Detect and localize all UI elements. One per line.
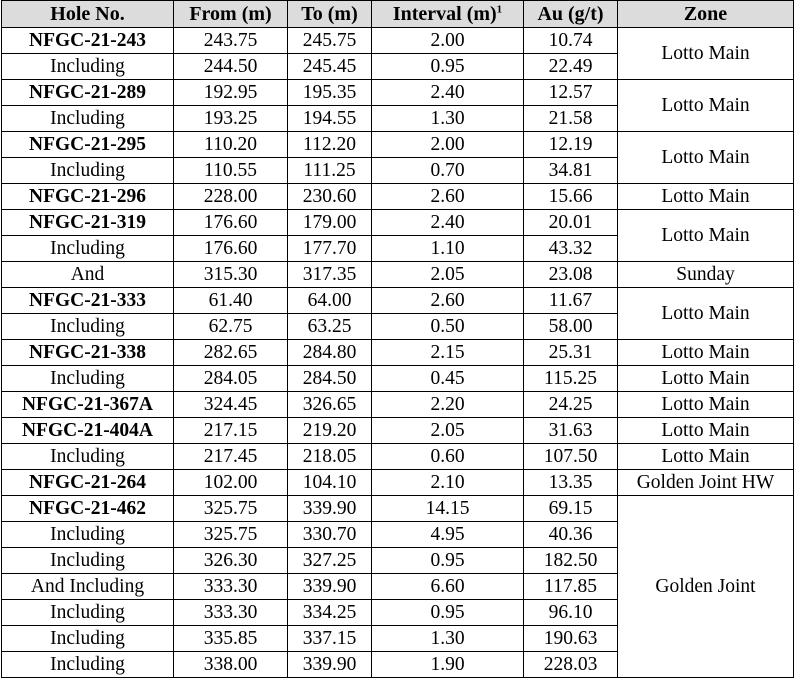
interval-cell: 1.30 — [372, 106, 524, 132]
to-cell: 327.25 — [288, 548, 372, 574]
hole-cell: And Including — [2, 574, 174, 600]
zone-cell: Lotto Main — [618, 288, 794, 340]
zone-cell: Lotto Main — [618, 210, 794, 262]
hole-cell: Including — [2, 444, 174, 470]
from-cell: 333.30 — [174, 600, 288, 626]
au-cell: 228.03 — [524, 652, 618, 678]
zone-cell: Golden Joint — [618, 496, 794, 678]
header-from: From (m) — [174, 1, 288, 28]
interval-cell: 2.00 — [372, 28, 524, 54]
from-cell: 176.60 — [174, 236, 288, 262]
table-row — [2, 418, 794, 444]
to-cell: 339.90 — [288, 496, 372, 522]
to-cell: 284.50 — [288, 366, 372, 392]
interval-cell: 2.20 — [372, 392, 524, 418]
interval-cell: 2.40 — [372, 80, 524, 106]
from-cell: 102.00 — [174, 470, 288, 496]
interval-cell: 0.45 — [372, 366, 524, 392]
table-row — [2, 80, 794, 106]
to-cell: 218.05 — [288, 444, 372, 470]
au-cell: 13.35 — [524, 470, 618, 496]
zone-cell: Lotto Main — [618, 418, 794, 444]
to-cell: 230.60 — [288, 184, 372, 210]
table-row — [2, 366, 794, 392]
header-hole-no: Hole No. — [2, 1, 174, 28]
drill-results-table — [1, 0, 794, 678]
au-cell: 23.08 — [524, 262, 618, 288]
from-cell: 176.60 — [174, 210, 288, 236]
to-cell: 337.15 — [288, 626, 372, 652]
table-row — [2, 288, 794, 314]
au-cell: 11.67 — [524, 288, 618, 314]
interval-cell: 6.60 — [372, 574, 524, 600]
to-cell: 111.25 — [288, 158, 372, 184]
zone-cell: Lotto Main — [618, 28, 794, 80]
hole-cell: NFGC-21-296 — [2, 184, 174, 210]
from-cell: 192.95 — [174, 80, 288, 106]
au-cell: 40.36 — [524, 522, 618, 548]
au-cell: 69.15 — [524, 496, 618, 522]
to-cell: 112.20 — [288, 132, 372, 158]
header-au: Au (g/t) — [524, 1, 618, 28]
zone-cell: Lotto Main — [618, 444, 794, 470]
table-row — [2, 184, 794, 210]
interval-cell: 0.70 — [372, 158, 524, 184]
to-cell: 64.00 — [288, 288, 372, 314]
au-cell: 115.25 — [524, 366, 618, 392]
from-cell: 282.65 — [174, 340, 288, 366]
from-cell: 324.45 — [174, 392, 288, 418]
from-cell: 217.45 — [174, 444, 288, 470]
hole-cell: Including — [2, 314, 174, 340]
to-cell: 317.35 — [288, 262, 372, 288]
table-row — [2, 340, 794, 366]
hole-cell: NFGC-21-264 — [2, 470, 174, 496]
hole-cell: Including — [2, 600, 174, 626]
interval-cell: 2.15 — [372, 340, 524, 366]
interval-cell: 1.30 — [372, 626, 524, 652]
to-cell: 179.00 — [288, 210, 372, 236]
table-row — [2, 132, 794, 158]
au-cell: 34.81 — [524, 158, 618, 184]
zone-cell: Lotto Main — [618, 132, 794, 184]
interval-cell: 1.90 — [372, 652, 524, 678]
hole-cell: Including — [2, 236, 174, 262]
zone-cell: Lotto Main — [618, 340, 794, 366]
hole-cell: Including — [2, 158, 174, 184]
from-cell: 284.05 — [174, 366, 288, 392]
to-cell: 330.70 — [288, 522, 372, 548]
table-row — [2, 470, 794, 496]
header-to: To (m) — [288, 1, 372, 28]
hole-cell: Including — [2, 366, 174, 392]
from-cell: 325.75 — [174, 522, 288, 548]
table-row — [2, 392, 794, 418]
from-cell: 326.30 — [174, 548, 288, 574]
interval-cell: 14.15 — [372, 496, 524, 522]
interval-cell: 0.60 — [372, 444, 524, 470]
interval-cell: 2.05 — [372, 262, 524, 288]
to-cell: 177.70 — [288, 236, 372, 262]
zone-cell: Lotto Main — [618, 366, 794, 392]
hole-cell: NFGC-21-367A — [2, 392, 174, 418]
table-row — [2, 262, 794, 288]
to-cell: 334.25 — [288, 600, 372, 626]
hole-cell: NFGC-21-404A — [2, 418, 174, 444]
zone-cell: Lotto Main — [618, 392, 794, 418]
to-cell: 339.90 — [288, 574, 372, 600]
interval-cell: 2.60 — [372, 184, 524, 210]
to-cell: 245.45 — [288, 54, 372, 80]
interval-cell: 2.00 — [372, 132, 524, 158]
to-cell: 194.55 — [288, 106, 372, 132]
au-cell: 43.32 — [524, 236, 618, 262]
au-cell: 24.25 — [524, 392, 618, 418]
au-cell: 22.49 — [524, 54, 618, 80]
au-cell: 12.57 — [524, 80, 618, 106]
to-cell: 63.25 — [288, 314, 372, 340]
from-cell: 61.40 — [174, 288, 288, 314]
from-cell: 244.50 — [174, 54, 288, 80]
au-cell: 58.00 — [524, 314, 618, 340]
hole-cell: NFGC-21-462 — [2, 496, 174, 522]
table-body — [2, 28, 794, 678]
au-cell: 15.66 — [524, 184, 618, 210]
to-cell: 326.65 — [288, 392, 372, 418]
interval-cell: 1.10 — [372, 236, 524, 262]
au-cell: 117.85 — [524, 574, 618, 600]
hole-cell: NFGC-21-333 — [2, 288, 174, 314]
from-cell: 315.30 — [174, 262, 288, 288]
from-cell: 333.30 — [174, 574, 288, 600]
hole-cell: Including — [2, 652, 174, 678]
table-row — [2, 210, 794, 236]
hole-cell: NFGC-21-243 — [2, 28, 174, 54]
from-cell: 217.15 — [174, 418, 288, 444]
from-cell: 243.75 — [174, 28, 288, 54]
header-zone: Zone — [618, 1, 794, 28]
hole-cell: NFGC-21-295 — [2, 132, 174, 158]
interval-cell: 0.95 — [372, 600, 524, 626]
au-cell: 107.50 — [524, 444, 618, 470]
au-cell: 31.63 — [524, 418, 618, 444]
hole-cell: Including — [2, 522, 174, 548]
hole-cell: NFGC-21-289 — [2, 80, 174, 106]
hole-cell: Including — [2, 54, 174, 80]
from-cell: 62.75 — [174, 314, 288, 340]
from-cell: 338.00 — [174, 652, 288, 678]
au-cell: 20.01 — [524, 210, 618, 236]
hole-cell: Including — [2, 548, 174, 574]
zone-cell: Golden Joint HW — [618, 470, 794, 496]
to-cell: 104.10 — [288, 470, 372, 496]
hole-cell: NFGC-21-338 — [2, 340, 174, 366]
from-cell: 325.75 — [174, 496, 288, 522]
to-cell: 339.90 — [288, 652, 372, 678]
au-cell: 21.58 — [524, 106, 618, 132]
zone-cell: Lotto Main — [618, 80, 794, 132]
from-cell: 193.25 — [174, 106, 288, 132]
table-row — [2, 496, 794, 522]
to-cell: 195.35 — [288, 80, 372, 106]
to-cell: 219.20 — [288, 418, 372, 444]
header-row — [2, 1, 794, 28]
au-cell: 10.74 — [524, 28, 618, 54]
to-cell: 245.75 — [288, 28, 372, 54]
zone-cell: Lotto Main — [618, 184, 794, 210]
zone-cell: Sunday — [618, 262, 794, 288]
interval-cell: 2.10 — [372, 470, 524, 496]
hole-cell: And — [2, 262, 174, 288]
header-interval — [372, 1, 524, 28]
au-cell: 182.50 — [524, 548, 618, 574]
au-cell: 96.10 — [524, 600, 618, 626]
interval-cell: 0.50 — [372, 314, 524, 340]
interval-cell: 0.95 — [372, 54, 524, 80]
au-cell: 12.19 — [524, 132, 618, 158]
interval-cell: 4.95 — [372, 522, 524, 548]
from-cell: 110.20 — [174, 132, 288, 158]
interval-cell: 2.60 — [372, 288, 524, 314]
header-interval-label: Interval (m) — [392, 3, 497, 25]
au-cell: 190.63 — [524, 626, 618, 652]
header-interval-footnote: 1 — [496, 3, 503, 16]
interval-cell: 2.40 — [372, 210, 524, 236]
interval-cell: 2.05 — [372, 418, 524, 444]
hole-cell: NFGC-21-319 — [2, 210, 174, 236]
au-cell: 25.31 — [524, 340, 618, 366]
table-row — [2, 444, 794, 470]
from-cell: 110.55 — [174, 158, 288, 184]
table-row — [2, 28, 794, 54]
interval-cell: 0.95 — [372, 548, 524, 574]
from-cell: 228.00 — [174, 184, 288, 210]
hole-cell: Including — [2, 106, 174, 132]
from-cell: 335.85 — [174, 626, 288, 652]
hole-cell: Including — [2, 626, 174, 652]
to-cell: 284.80 — [288, 340, 372, 366]
